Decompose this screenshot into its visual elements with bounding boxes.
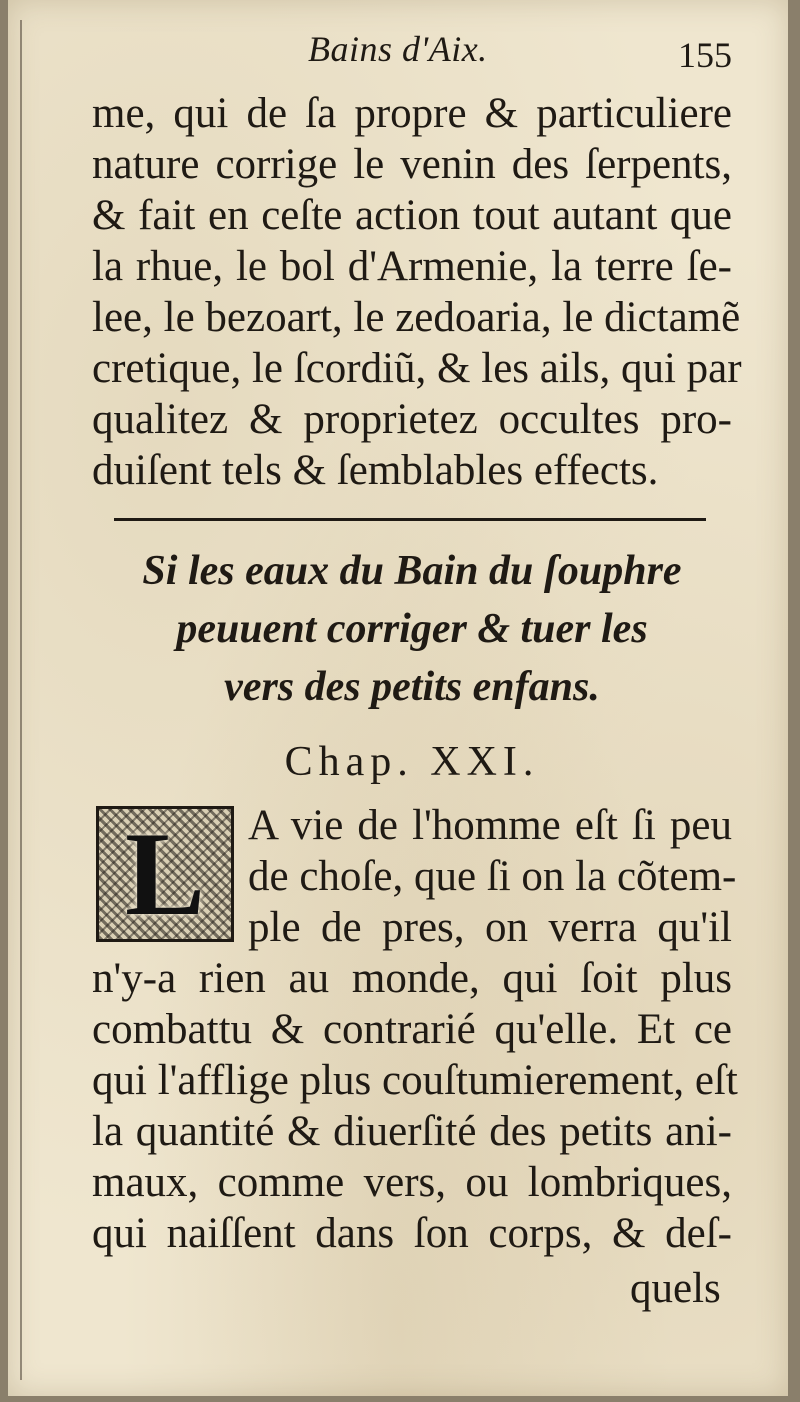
book-page [8,0,788,1396]
text-line: nature corrige le venin des ſerpents, [92,141,732,188]
text-line: maux, comme vers, ou lombriques, [92,1159,732,1206]
running-title: Bains d'Aix. [308,29,488,69]
text-line: de choſe, que ſi on la cõtem- [248,853,737,900]
text-line: qui naiſſent dans ſon corps, & deſ- [92,1210,732,1257]
text-line: la quantité & diuerſité des petits ani- [92,1108,732,1155]
text-line: lee, le bezoart, le zedoaria, le dictamẽ [92,294,741,341]
paragraph-text [92,953,738,1259]
text-line: combattu & contrarié qu'elle. Et ce [92,1006,732,1053]
chapter-title [92,542,732,716]
text-line: A vie de l'homme eſt ſi peu [248,802,732,849]
chapter-label: Chap. XXI. [284,739,540,785]
text-line: cretique, le ſcordiũ, & les ails, qui par [92,345,742,392]
text-line: me, qui de ſa propre & particuliere [92,90,732,137]
body-text [92,88,742,496]
catchword: quels [630,1265,721,1312]
chapter-title-line: vers des petits enfans. [224,664,600,710]
initial-text-lines [248,800,737,953]
initial-letter: L [124,807,206,940]
chapter-title-line: Si les eaux du Bain du ſouphre [142,548,682,594]
chapter-title-line: peuuent corriger & tuer les [176,606,648,652]
text-line: & fait en ceſte action tout autant que [92,192,732,239]
running-head [8,28,732,78]
text-line: duiſent tels & ſemblables effects. [92,447,659,494]
text-line: qualitez & proprietez occultes pro- [92,396,732,443]
page-edge-rule [20,20,22,1380]
text-line: n'y-a rien au monde, qui ſoit plus [92,955,732,1002]
text-line: ple de pres, on verra qu'il [248,904,732,951]
decorated-initial [96,806,234,942]
text-line: la rhue, le bol d'Armenie, la terre ſe- [92,243,732,290]
text-line: qui l'afflige plus couſtumierement, eſt [92,1057,738,1104]
page-number: 155 [678,35,732,75]
section-divider [114,518,706,521]
